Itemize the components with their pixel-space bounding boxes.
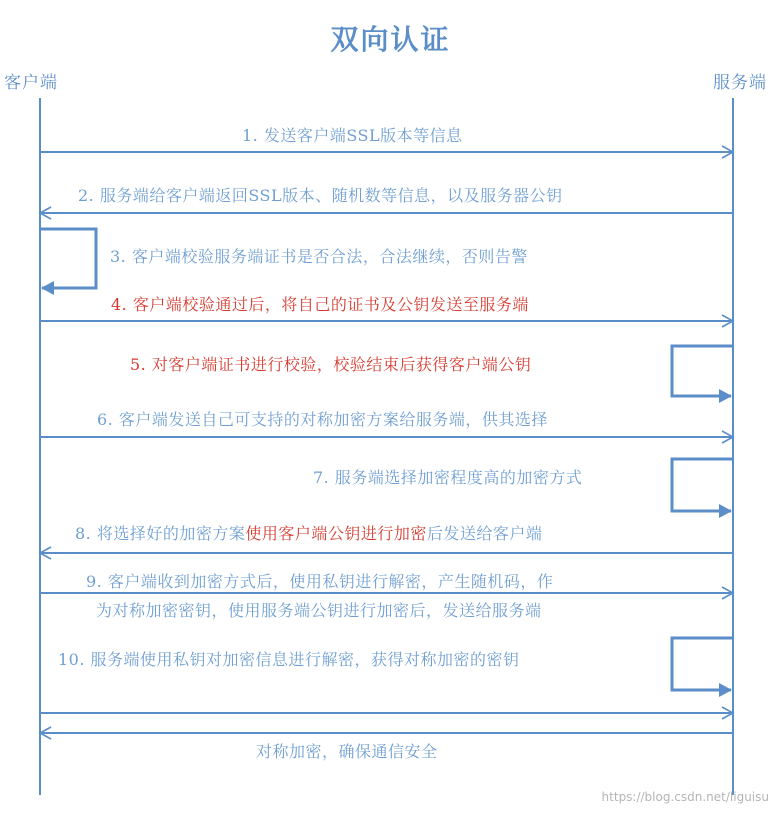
self-loop-arrow-10 bbox=[672, 638, 733, 690]
diagram-title: 双向认证 bbox=[330, 23, 451, 56]
client-lane-label: 客户端 bbox=[4, 73, 58, 93]
step-5-label: 5. 对客户端证书进行校验，校验结束后获得客户端公钥 bbox=[130, 355, 532, 374]
step-9-label-line-1: 9. 客户端收到加密方式后，使用私钥进行解密，产生随机码，作 bbox=[86, 572, 554, 591]
server-lane-label: 服务端 bbox=[713, 73, 767, 93]
self-loop-arrow-5 bbox=[672, 346, 733, 396]
step-6-label: 6. 客户端发送自己可支持的对称加密方案给服务端，供其选择 bbox=[97, 410, 548, 429]
step-8-highlight: 使用客户端公钥进行加密 bbox=[245, 524, 427, 543]
self-loop-arrow-3 bbox=[40, 229, 96, 288]
step-7-label: 7. 服务端选择加密程度高的加密方式 bbox=[313, 468, 583, 487]
step-1-label: 1. 发送客户端SSL版本等信息 bbox=[242, 126, 463, 145]
step-10-label: 10. 服务端使用私钥对加密信息进行解密，获得对称加密的密钥 bbox=[58, 650, 520, 669]
watermark-url: https://blog.csdn.net/liguisu bbox=[601, 790, 769, 804]
step-8-label bbox=[75, 524, 542, 544]
self-loop-arrow-7 bbox=[672, 459, 733, 511]
step-4-label: 4. 客户端校验通过后，将自己的证书及公钥发送至服务端 bbox=[111, 295, 529, 314]
step-2-label: 2. 服务端给客户端返回SSL版本、随机数等信息，以及服务器公钥 bbox=[78, 186, 563, 205]
step-8-text-end: 后发送给客户端 bbox=[426, 524, 543, 543]
final-label: 对称加密，确保通信安全 bbox=[256, 742, 438, 761]
step-8-text-start: 8. 将选择好的加密方案 bbox=[75, 524, 246, 543]
step-3-label: 3. 客户端校验服务端证书是否合法，合法继续，否则告警 bbox=[110, 247, 528, 266]
step-9-label-line-2: 为对称加密密钥，使用服务端公钥进行加密后，发送给服务端 bbox=[96, 601, 542, 620]
